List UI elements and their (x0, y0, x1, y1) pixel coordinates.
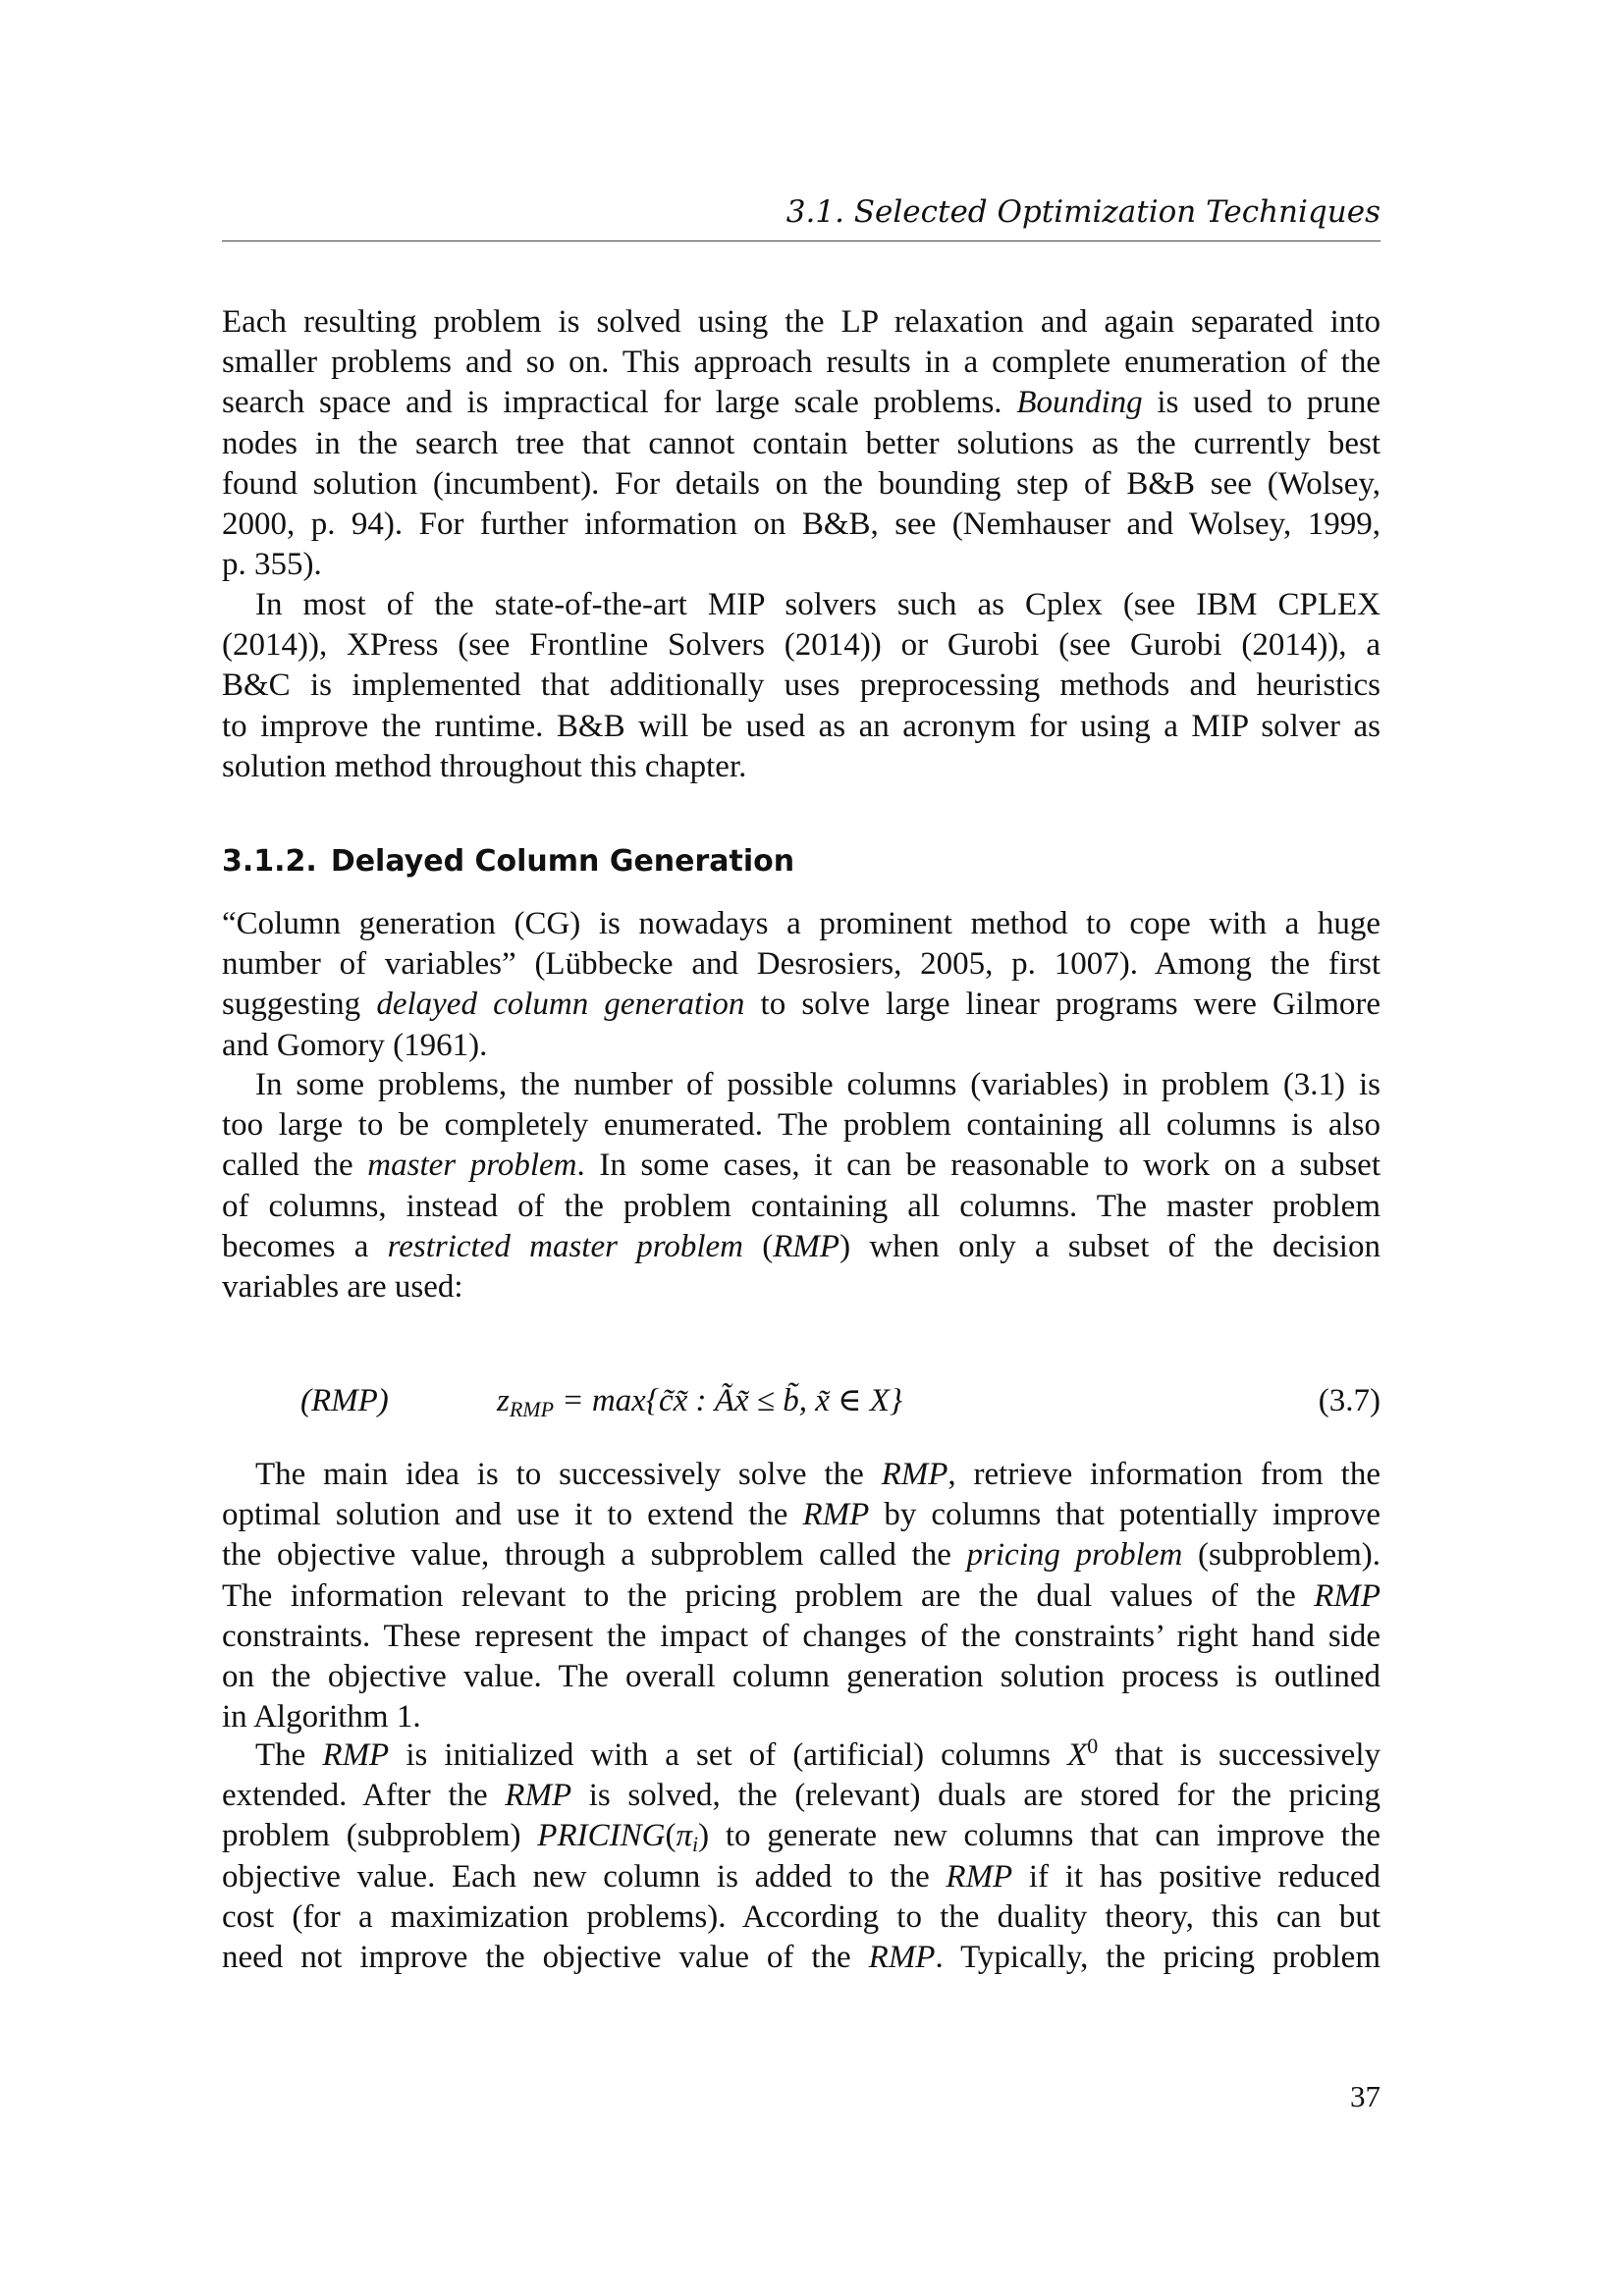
text-line: the objective value, through a subproblem called the pricing problem (subproblem). (222, 1537, 1381, 1574)
section-title-text: Delayed Column Generation (330, 844, 795, 879)
text-line: need not improve the objective value of the RMP. Typically, the pricing problem (222, 1940, 1380, 1976)
equation-3-7 (222, 1376, 1380, 1425)
text-line: The RMP is initialized with a set of (artificial) columns $X^0$ that is successively (255, 1734, 1380, 1773)
text-line: The main idea is to successively solve the RMP, retrieve information from the (255, 1457, 1380, 1492)
text-line: on the objective value. The overall column generation solution process is outlined (222, 1659, 1380, 1695)
text-line: optimal solution and use it to extend the RMP by columns that potentially improve (222, 1497, 1381, 1533)
text-line: variables are used: (222, 1269, 463, 1306)
paragraph-mip-solvers (222, 585, 1380, 787)
paragraph-cg-intro (222, 904, 1380, 1066)
text-line: The information relevant to the pricing problem are the dual values of the RMP (222, 1577, 1380, 1614)
page-number: 37 (1350, 2079, 1380, 2113)
paragraph-bnb-bounding (222, 302, 1380, 585)
text-line: suggesting delayed column generation to solve large linear programs were Gilmore (222, 987, 1380, 1023)
text-line: B&C is implemented that additionally uses preprocessing methods and heuristics (222, 667, 1380, 704)
text-line: solution method throughout this chapter. (222, 748, 747, 784)
header-rule (222, 240, 1380, 241)
text-line: objective value. Each new column is added to the RMP if it has positive reduced (222, 1858, 1380, 1895)
text-line: search space and is impractical for large scale problems. Bounding is used to prune (222, 385, 1380, 421)
text-line: In some problems, the number of possible columns (variables) in problem (3.1) is (255, 1067, 1380, 1102)
text-line: found solution (incumbent). For details on the bounding step of B&B see (Wolsey, (222, 465, 1380, 502)
text-line: of columns, instead of the problem containing all columns. The master problem (222, 1188, 1380, 1224)
text-line: problem (subproblem) $PRICING(\pi_i)$ to generate new columns that can improve the (222, 1818, 1380, 1857)
paragraph-master-problem (222, 1065, 1380, 1308)
text-line: “Column generation (CG) is nowadays a prominent method to cope with a huge (222, 906, 1380, 941)
text-line: cost (for a maximization problems). According to the duality theory, this can but (222, 1898, 1380, 1935)
text-line: called the master problem. In some cases, it can be reasonable to work on a subset (222, 1148, 1380, 1184)
text-line: Each resulting problem is solved using the LP relaxation and again separated into (222, 304, 1380, 340)
equation-label: (RMP) (300, 1383, 389, 1418)
text-line: nodes in the search tree that cannot contain better solutions as the currently best (222, 425, 1380, 461)
paragraph-main-idea (222, 1455, 1380, 1737)
text-line: p. 355). (222, 547, 322, 583)
text-line: (2014)), XPress (see Frontline Solvers (2014)) or Gurobi (see Gurobi (2014)), a (222, 627, 1380, 664)
text-line: and Gomory (1961). (222, 1027, 488, 1063)
text-line: too large to be completely enumerated. The problem containing all columns is also (222, 1107, 1380, 1144)
text-line: becomes a restricted master problem (RMP) when only a subset of the decision (222, 1228, 1380, 1264)
text-line: extended. After the RMP is solved, the (relevant) duals are stored for the pricing (222, 1778, 1380, 1814)
running-header: 3.1. Selected Optimization Techniques (785, 194, 1380, 230)
text-line: in Algorithm 1. (222, 1699, 421, 1735)
paragraph-rmp-initialization (222, 1735, 1380, 1978)
text-line: to improve the runtime. B&B will be used as an acronym for using a MIP solver as (222, 708, 1380, 744)
text-line: In most of the state-of-the-art MIP solvers such as Cplex (see IBM CPLEX (255, 587, 1380, 622)
text-line: smaller problems and so on. This approach results in a complete enumeration of the (222, 345, 1380, 381)
section-number: 3.1.2. (222, 844, 317, 879)
text-line: number of variables” (Lübbecke and Desrosiers, 2005, p. 1007). Among the first (222, 946, 1380, 983)
section-heading (222, 842, 794, 881)
equation-number: (3.7) (1318, 1383, 1380, 1418)
text-line: constraints. These represent the impact of changes of the constraints’ right hand side (222, 1618, 1380, 1654)
equation-body: $z_{RMP}$ = max{c̃x̃ : Ãx̃ ≤ b̃, x̃ ∈ X} (497, 1383, 903, 1421)
text-line: 2000, p. 94). For further information on B&B, see (Nemhauser and Wolsey, 1999, (222, 507, 1380, 543)
